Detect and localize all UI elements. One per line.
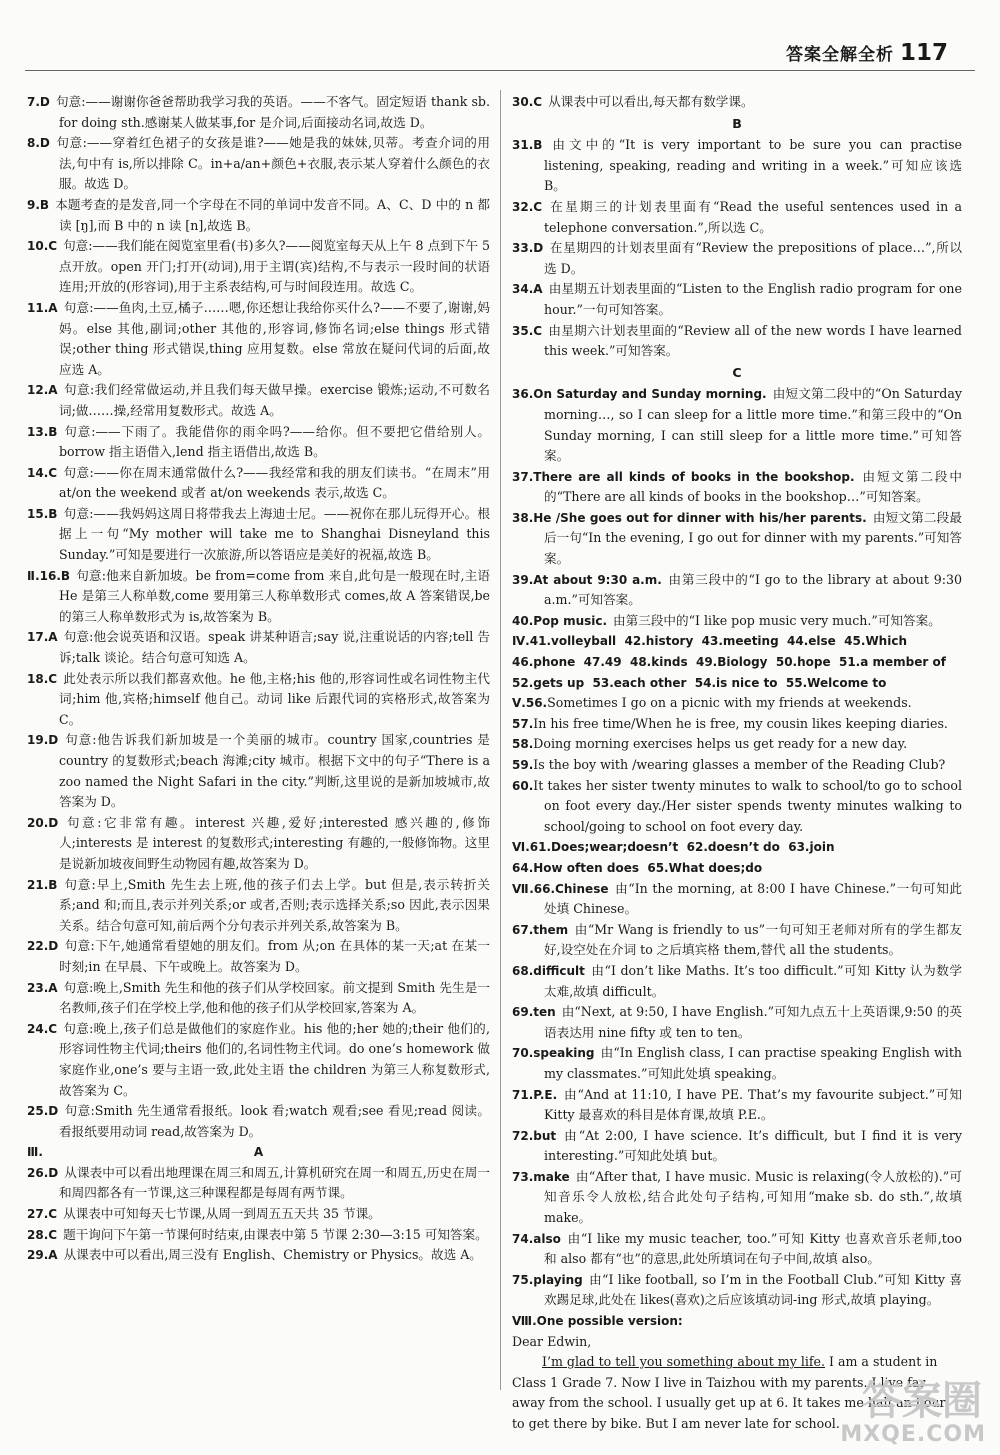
question-number: 24.	[27, 1021, 49, 1036]
answer-key: difficult	[533, 963, 585, 978]
answer-item	[27, 92, 490, 133]
answer-key: them	[533, 922, 569, 937]
answer-item	[512, 279, 962, 320]
question-number: 18.	[27, 671, 49, 686]
explanation-text: 由文中的“It is very important to be sure you can practise listening, speaking, reading and writing in a week.”可知应该选 B。	[544, 137, 962, 194]
answer-item	[27, 195, 490, 236]
answer-key: C	[48, 1021, 58, 1036]
question-number: Ⅶ.66.	[512, 881, 556, 896]
letter-greeting: Dear Edwin,	[512, 1333, 592, 1349]
answer-item	[27, 1225, 490, 1246]
answer-key: D	[533, 241, 544, 256]
section-c-heading: C	[732, 364, 742, 380]
answer-key: On Saturday and Sunday morning.	[533, 387, 767, 402]
answer-line: 46.phone 47.49 48.kinds 49.Biology 50.hope 51.a member of	[512, 655, 946, 670]
watermark-domain: MXQE.COM	[840, 1422, 986, 1447]
answer-key: D	[39, 136, 50, 151]
explanation-text: 由星期五计划表里面的“Listen to the English radio program for one hour.”一句可知答案。	[544, 281, 962, 317]
answer-item	[512, 238, 962, 279]
explanation-text: Sometimes I go on a picnic with my friends at weekends.	[547, 695, 912, 711]
explanation-text: 由“Mr Wang is friendly to us”一句可知王老师对所有的学生都友好,设空处在介词 to 之后填宾格 them,替代 all the students。	[544, 921, 962, 958]
explanation-text: 句意:晚上,孩子们总是做他们的家庭作业。his 他的;her 她的;their 他们的,形容词性物主代词;theirs 他们的,名词性物主代词。do one’s homework 做家庭作业,one’s 要与主语一致,此处主语 the children 为第三人称复数形式,故答案为 C。	[59, 1020, 490, 1098]
answer-item	[512, 961, 962, 1002]
answer-item	[512, 1085, 962, 1126]
answer-key: At about 9:30 a.m.	[533, 572, 662, 587]
question-number: 35.	[512, 323, 534, 338]
question-number: Ⅴ.56.	[512, 696, 548, 711]
answer-item	[512, 920, 962, 961]
answer-key: D	[48, 1104, 59, 1119]
answer-line: 52.gets up 53.each other 54.is nice to 55.Welcome to	[512, 675, 887, 690]
answer-key: A	[48, 300, 58, 315]
answer-key: A	[48, 980, 58, 995]
answer-item	[512, 714, 962, 735]
explanation-text: 从课表中可以看出,每天都有数学课。	[548, 94, 754, 109]
answer-key: C	[48, 465, 58, 480]
question-number: 38.	[512, 510, 534, 525]
answer-key: C	[48, 239, 58, 254]
answer-item	[512, 92, 962, 113]
answer-line: Ⅵ.61.Does;wear;doesn’t 62.doesn’t do 63.join	[512, 840, 835, 855]
explanation-text: 由“I don’t like Maths. It’s too difficult.”可知 Kitty 认为数学太难,故填 difficult。	[544, 962, 962, 999]
answer-item	[512, 508, 962, 570]
question-number: 39.	[512, 572, 534, 587]
answer-item	[27, 1245, 490, 1266]
answer-item	[512, 611, 962, 632]
header-rule	[25, 70, 975, 71]
answer-key: but	[533, 1128, 557, 1143]
explanation-text: 由“I like football, so I’m in the Football Club.”可知 Kitty 喜欢踢足球,此处在 likes(喜欢)之后应该填动词-ing 形式,故填 playing。	[544, 1271, 962, 1308]
question-number: 58.	[512, 737, 534, 752]
explanation-text: 从课表中可知每天七节课,从周一到周五五天共 35 节课。	[63, 1206, 381, 1222]
explanation-text: 由“After that, I have music. Music is relaxing(令人放松的).”可知音乐令人放松,结合此处句子结构,可知用“make sb. do sth.”,故填 make。	[544, 1168, 962, 1226]
answer-key: B	[60, 568, 71, 583]
answer-item	[27, 1163, 490, 1204]
question-number: Ⅱ.16.	[27, 568, 61, 583]
explanation-text: 由“In the morning, at 8:00 I have Chinese.”一句可知此处填 Chinese。	[544, 880, 962, 917]
answer-key: A	[533, 282, 543, 297]
answer-item	[512, 693, 962, 714]
answer-item	[27, 730, 490, 812]
answer-item	[512, 1167, 962, 1229]
letter-underlined-sentence: I’m glad to tell you something about my life.	[542, 1354, 825, 1370]
explanation-text: 由“I like my music teacher, too.”可知 Kitty 也喜欢音乐老师,too 和 also 都有“也”的意思,此处所填词在句子中间,故填 also。	[544, 1230, 962, 1267]
explanation-text: 在星期三的计划表里面有“Read the useful sentences used in a telephone conversation.”,所以选 C。	[544, 198, 962, 235]
explanation-text: 由“In English class, I can practise speaking English with my classmates.”可知此处填 speaking。	[544, 1045, 962, 1081]
explanation-text: 由短文第二段中的“On Saturday morning…, so I can sleep for a little more time.”和第三段中的“On Sunday morning, I can still sleep for a little more time.”可知答案。	[544, 386, 962, 464]
question-number: 72.	[512, 1128, 534, 1143]
answer-item	[27, 813, 490, 875]
explanation-text: 由“Next, at 9:50, I have English.”可知九点五十上英语课,9:50 的英语表达用 nine fifty 或 ten to ten。	[544, 1004, 962, 1040]
question-number: 8.	[27, 136, 40, 151]
question-number: 9.	[27, 197, 40, 212]
answer-item	[512, 755, 962, 776]
answer-item	[512, 734, 962, 755]
question-number: 23.	[27, 980, 49, 995]
question-number: 34.	[512, 282, 534, 297]
explanation-text: 句意:下午,她通常看望她的朋友们。from 从;on 在具体的某一天;at 在某一时刻;in 在早晨、下午或晚上。故答案为 D。	[59, 938, 490, 974]
question-number: 29.	[27, 1248, 49, 1263]
answer-key: ten	[533, 1005, 556, 1020]
question-number: 73.	[512, 1169, 534, 1184]
answer-item	[27, 936, 490, 977]
answer-item	[512, 1270, 962, 1311]
answer-item	[27, 422, 490, 463]
answer-item	[27, 463, 490, 504]
answer-item	[512, 776, 962, 838]
answer-item	[27, 669, 490, 731]
answer-key: C	[533, 95, 543, 109]
question-number: 75.	[512, 1272, 534, 1287]
question-number: 26.	[27, 1165, 49, 1180]
explanation-text: 由第三段中的“I go to the library at about 9:30 a.m.”可知答案。	[544, 571, 962, 608]
question-number: 37.	[512, 469, 534, 484]
answer-item	[512, 570, 962, 611]
answer-item	[27, 1204, 490, 1225]
explanation-text: 由第三段中的“I like pop music very much.”可知答案。	[613, 612, 941, 628]
answer-key: Pop music.	[533, 613, 608, 628]
answer-item	[512, 321, 962, 362]
question-number: 68.	[512, 963, 534, 978]
answer-key: D	[48, 815, 59, 830]
question-number: 12.	[27, 383, 49, 398]
explanation-text: Is the boy with /wearing glasses a member of the Reading Club?	[533, 757, 946, 772]
explanation-text: 此处表示所以我们都喜欢他。he 他,主格;his 他的,形容词性或名词性物主代词;him 他,宾格;himself 他自己。动词 like 后跟代词的宾格形式,故答案为 C。	[59, 670, 490, 727]
answer-key: playing	[533, 1272, 583, 1287]
question-number: 17.	[27, 630, 49, 645]
question-number: 7.	[27, 95, 40, 109]
question-number: 28.	[27, 1227, 49, 1242]
answer-key: C	[48, 671, 58, 686]
answer-item	[27, 133, 490, 195]
header-title: 答案全解全析	[785, 45, 894, 65]
section-three-label: Ⅲ.	[27, 1145, 43, 1160]
question-number: 67.	[512, 922, 534, 937]
answer-item	[512, 1126, 962, 1167]
question-number: 32.	[512, 199, 534, 214]
question-number: 31.	[512, 138, 534, 153]
answer-key: Chinese	[555, 881, 609, 896]
answer-key: There are all kinds of books in the bookshop.	[533, 469, 855, 484]
letter-body-text: I am a student in Class 1 Grade 7. Now I live in Taizhou with my parents. I live far away from the school. I usually get up at 6. It takes me half an hour to get there by bike. But I am never late for school.	[512, 1354, 946, 1431]
explanation-text: 句意:——你在周末通常做什么?——我经常和我的朋友们读书。“在周末”用 at/on the weekend 或者 at/on weekends 表示,故选 C。	[59, 464, 490, 501]
answer-key: speaking	[533, 1046, 595, 1061]
answer-item	[27, 978, 490, 1019]
explanation-text: It takes her sister twenty minutes to walk to school/to go to school on foot every day./Her sister spends twenty minutes walking to school/going to school on foot every day.	[533, 777, 962, 834]
right-column	[512, 92, 962, 1435]
column-divider	[500, 90, 501, 1390]
explanation-text: 由“And at 11:10, I have PE. That’s my favourite subject.”可知 Kitty 最喜欢的科目是体育课,故填 P.E.。	[544, 1086, 962, 1123]
explanation-text: 句意:——穿着红色裙子的女孩是谁?——她是我的妹妹,贝蒂。考查介词的用法,句中有 is,所以排除 C。in+a/an+颜色+衣服,表示某人穿着什么颜色的衣服。故选 D。	[55, 135, 490, 192]
question-number: 30.	[512, 95, 534, 109]
section-eight-heading: Ⅷ.One possible version:	[512, 1314, 683, 1329]
answer-line: 64.How often does 65.What does;do	[512, 860, 763, 875]
question-number: 15.	[27, 506, 49, 521]
answer-key: He /She goes out for dinner with his/her parents.	[533, 510, 867, 525]
question-number: 40.	[512, 613, 534, 628]
explanation-text: 在星期四的计划表里面有“Review the prepositions of place…”,所以选 D。	[544, 240, 962, 276]
question-number: 33.	[512, 241, 534, 256]
section-b-heading: B	[732, 115, 742, 131]
explanation-text: 句意:我们经常做运动,并且我们每天做早操。exercise 锻炼;运动,不可数名词;做……操,经常用复数形式。故选 A。	[59, 382, 490, 418]
explanation-text: 由短文第二段中的“There are all kinds of books in the bookshop…”可知答案。	[544, 468, 963, 505]
answer-item	[27, 566, 490, 628]
section-three-part-a: A	[253, 1145, 264, 1160]
answer-key: B	[48, 424, 58, 439]
question-number: 13.	[27, 424, 49, 439]
explanation-text: 由短文第二段最后一句“In the evening, I go out for dinner with my parents.”可知答案。	[544, 509, 962, 567]
left-column	[27, 92, 490, 1266]
answer-item	[27, 236, 490, 298]
answer-key: C	[533, 323, 543, 338]
explanation-text: 句意:Smith 先生通常看报纸。look 看;watch 观看;see 看见;read 阅读。看报纸要用动词 read,故答案为 D。	[59, 1103, 490, 1139]
question-number: 59.	[512, 758, 534, 772]
answer-key: B	[48, 506, 58, 521]
answer-item	[512, 197, 962, 238]
explanation-text: 句意:——我们能在阅览室里看(书)多久?——阅览室每天从上午 8 点到下午 5 点开放。open 开门;打开(动词),用于主谓(宾)结构,不与表示一段时间的状语连用;开放的(形容词),用于主系表结构,可与时间段连用。故选 C。	[59, 238, 490, 295]
answer-key: A	[48, 630, 58, 645]
question-number: 70.	[512, 1046, 534, 1061]
answer-item	[512, 135, 962, 197]
answer-key: A	[48, 1248, 58, 1263]
explanation-text: 题干询问下午第一节课何时结束,由课表中第 5 节课 2:30—3:15 可知答案。	[63, 1226, 488, 1242]
question-number: 14.	[27, 465, 49, 480]
answer-item	[512, 1043, 962, 1084]
explanation-text: 句意:——鱼肉,土豆,橘子……嗯,你还想让我给你买什么?——不要了,谢谢,妈妈。else 其他,副词;other 其他的,形容词,修饰名词;else things 形式错误;other thing 形式错误,thing 应用复数。else 常放在疑问代词的后面,故应选 A。	[59, 299, 490, 377]
explanation-text: 句意:他会说英语和汉语。speak 讲某种语言;say 说,注重说话的内容;tell 告诉;talk 谈论。结合句意可知选 A。	[59, 629, 490, 666]
page-number: 117	[899, 40, 948, 66]
answer-item	[27, 627, 490, 668]
answer-key: C	[48, 1227, 58, 1242]
answer-key: A	[48, 383, 58, 398]
answer-item	[512, 1229, 962, 1270]
question-number: 10.	[27, 239, 49, 254]
explanation-text: 从课表中可以看出地理课在周三和周五,计算机研究在周一和周五,历史在周一和周四都各有一节课,这三种课程都是每周有两节课。	[59, 1164, 490, 1201]
answer-key: B	[39, 197, 50, 212]
explanation-text: 句意:早上,Smith 先生去上班,他的孩子们去上学。but 但是,表示转折关系;and 和;而且,表示并列关系;or 或者,否则;表示选择关系;so 因此,表示因果关系。结合句意可知,前后两个分句表示并列关系,故答案为 B。	[59, 876, 490, 933]
question-number: 11.	[27, 300, 49, 315]
explanation-text: 句意:——下雨了。我能借你的雨伞吗?——给你。但不要把它借给别人。borrow 指主语借入,lend 指主语借出,故选 B。	[59, 423, 490, 460]
answer-key: also	[533, 1231, 561, 1246]
explanation-text: In his free time/When he is free, my cousin likes keeping diaries.	[533, 715, 948, 731]
watermark-chinese: 答案圈	[862, 1378, 982, 1424]
explanation-text: 句意:它非常有趣。interest 兴趣,爱好;interested 感兴趣的,修饰人;interests 是 interest 的复数形式;interesting 有趣的,一般修饰物。这里是说新加坡夜间野生动物园有趣,故答案为 D。	[59, 814, 490, 871]
explanation-text: 句意:——我妈妈这周日将带我去上海迪士尼。——祝你在那儿玩得开心。根据上一句“My mother will take me to Shanghai Disneyland this Sunday.”可知是要进行一次旅游,所以答语应是美好的祝福,故选 B。	[59, 505, 490, 563]
question-number: 69.	[512, 1005, 534, 1020]
question-number: 19.	[27, 733, 49, 748]
answer-key: B	[48, 877, 58, 892]
page-header	[786, 40, 948, 65]
answer-key: D	[48, 1165, 59, 1180]
answer-key: B	[533, 138, 543, 153]
question-number: 57.	[512, 716, 534, 731]
answer-key: make	[533, 1169, 570, 1184]
answer-item	[27, 1019, 490, 1101]
answer-item	[27, 380, 490, 421]
explanation-text: 句意:他来自新加坡。be from=come from 来自,此句是一般现在时,主语 He 是第三人称单数,come 要用第三人称单数形式 comes,故 A 答案错误,be 的第三人称单数形式为 is,故答案为 B。	[59, 567, 490, 624]
answer-key: D	[39, 95, 50, 109]
explanation-text: 句意:——谢谢你爸爸帮助我学习我的英语。——不客气。固定短语 thank sb. for doing sth.感谢某人做某事,for 是介词,后面接动名词,故选 D。	[55, 94, 490, 130]
answer-item	[512, 384, 962, 466]
question-number: 60.	[512, 778, 534, 793]
watermark-logo	[820, 1369, 990, 1447]
question-number: 22.	[27, 939, 49, 954]
answer-key: C	[48, 1207, 58, 1222]
explanation-text: 从课表中可以看出,周三没有 English、Chemistry or Physics。故选 A。	[63, 1247, 482, 1263]
explanation-text: 本题考查的是发音,同一个字母在不同的单词中发音不同。A、C、D 中的 n 都读 [ŋ],而 B 中的 n 读 [n],故选 B。	[55, 196, 490, 233]
answer-key: D	[48, 733, 59, 748]
explanation-text: 句意:他告诉我们新加坡是一个美丽的城市。country 国家,countries 是 country 的复数形式;beach 海滩;city 城市。根据下文中的句子“There is a zoo named the Night Safari in the city.”判断,这里说的是新加坡城市,故答案为 D。	[59, 732, 490, 810]
question-number: 20.	[27, 815, 49, 830]
answer-item	[512, 1002, 962, 1043]
answer-item	[27, 875, 490, 937]
answer-item	[512, 467, 962, 508]
explanation-text: Doing morning exercises helps us get ready for a new day.	[533, 736, 908, 752]
answer-key: C	[533, 199, 543, 214]
question-number: 74.	[512, 1231, 534, 1246]
answer-line: Ⅳ.41.volleyball 42.history 43.meeting 44.else 45.Which	[512, 634, 907, 649]
explanation-text: 由星期六计划表里面的“Review all of the new words I have learned this week.”可知答案。	[544, 322, 962, 359]
answer-item	[27, 504, 490, 566]
answer-key: P.E.	[533, 1087, 558, 1102]
section-three-row	[27, 1142, 490, 1163]
answer-item	[27, 1101, 490, 1142]
question-number: 36.	[512, 387, 534, 402]
answer-key: D	[48, 939, 59, 954]
question-number: 25.	[27, 1104, 49, 1119]
answer-item	[512, 879, 962, 920]
explanation-text: 由“At 2:00, I have science. It’s difficult, but I find it is very interesting.”可知此处填 but。	[544, 1127, 962, 1164]
explanation-text: 句意:晚上,Smith 先生和他的孩子们从学校回家。前文提到 Smith 先生是一名教师,孩子们在学校上学,他和他的孩子们从学校回家,答案为 A。	[59, 979, 490, 1016]
answer-item	[27, 298, 490, 380]
question-number: 21.	[27, 877, 49, 892]
question-number: 71.	[512, 1087, 534, 1102]
question-number: 27.	[27, 1207, 49, 1222]
